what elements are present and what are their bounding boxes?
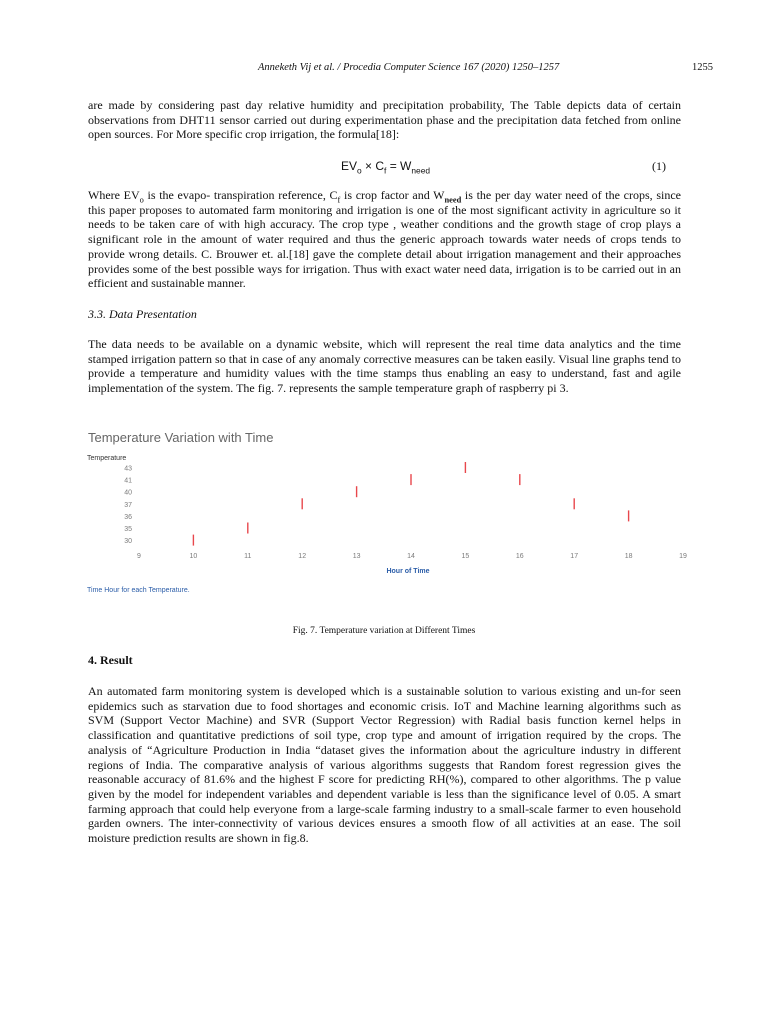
formula bbox=[341, 159, 431, 176]
paragraph-formula-explanation bbox=[88, 188, 681, 291]
y-tick-label: 36 bbox=[124, 513, 132, 521]
chart-x-axis-label: Hour of Time bbox=[386, 568, 430, 575]
chart-footnote: Time Hour for each Temperature. bbox=[87, 587, 190, 594]
p2-text-a: Where EV bbox=[88, 188, 140, 202]
paragraph-intro: are made by considering past day relative humidity and precipitation probability, The Table depicts data of certain observations from DHT11 sensor carried out during experimentation phase and the precipitation data fetched from online open sources. For More specific crop irrigation, the formula[18]: bbox=[88, 98, 681, 142]
y-axis-ticks bbox=[124, 466, 132, 546]
data-marks bbox=[193, 462, 628, 546]
formula-ev-sub: o bbox=[357, 165, 362, 176]
section-heading-4: 4. Result bbox=[88, 653, 133, 667]
page-number: 1255 bbox=[692, 62, 713, 73]
y-tick-label: 37 bbox=[124, 501, 132, 509]
x-tick-label: 12 bbox=[298, 553, 307, 560]
paragraph-data-presentation: The data needs to be available on a dynamic website, which will represent the real time data analytics and the time stamped irrigation pattern so that in case of any anomaly corrective measures can be taken easily. Visual line graphs tend to provide a temperature and humidity values with the time stamps thus enabling an easy to understand, fast and agile implementation of the system. The fig. 7. represents the sample temperature graph of raspberry pi 3. bbox=[88, 337, 681, 396]
formula-times: × C bbox=[361, 159, 385, 173]
x-tick-label: 19 bbox=[679, 553, 687, 560]
formula-eq: = W bbox=[386, 159, 412, 173]
x-tick-label: 9 bbox=[137, 553, 141, 560]
p2-sub-need: need bbox=[444, 195, 462, 205]
p2-text-b: is the evapo- transpiration reference, C bbox=[143, 188, 338, 202]
y-tick-label: 40 bbox=[124, 489, 132, 497]
formula-number: (1) bbox=[652, 159, 666, 173]
p2-text-d: is the per day water need of the crops, since this paper proposes to automated farm monitoring and irrigation is one of the most significant activity in agriculture so it needs to be taken care of with high accuracy. The crop type , weather conditions and the growth stage of crop plays a significant role in the amount of water required and thus the generic approach towards water needs of crops tends to provide wrong details. C. Brouwer et. al.[18] gave the complete detail about irrigation management and their approaches provides some of the best possible ways for irrigation. Thus with exact water need data, irrigation is to be carried out in an efficient and sustainable manner. bbox=[88, 188, 681, 291]
p2-sub-o: o bbox=[139, 195, 144, 205]
x-tick-label: 11 bbox=[244, 553, 252, 560]
chart-y-axis-label: Temperature bbox=[87, 455, 127, 462]
p2-sub-f: f bbox=[337, 195, 341, 205]
formula-c-sub: f bbox=[384, 165, 387, 176]
y-tick-label: 35 bbox=[124, 526, 132, 533]
x-tick-label: 14 bbox=[407, 553, 415, 560]
x-tick-label: 13 bbox=[352, 553, 361, 560]
paragraph-result: An automated farm monitoring system is developed which is a sustainable solution to various existing and un-for seen epidemics such as starvation due to food shortages and economic crisis. IoT and Machine learning algorithms such as SVM (Support Vector Machine) and SVR (Support Vector Regression) with Radial basis function kernel helps in classification and quantitative predictions of soil type, crop type and amount of irrigation required by the crops. The analysis of “Agriculture Production in India “dataset gives the information about the agriculture industry in different regions of India. The comparative analysis of various algorithms suggests that Random forest regression gives the reasonable accuracy of 81.6% and the highest F score for predicting RH(%), compared to other algorithms. The p value given by the model for independent variables and dependent variable is less than the significance level of 0.05. A smart farming approach that could help everyone from a large-scale farming industry to a small-scale farmer to even household garden owners. The inter-connectivity of various devices ensures a smooth flow of all activities at an ease. The soil moisture prediction results are shown in fig.8. bbox=[88, 684, 681, 846]
chart-title: Temperature Variation with Time bbox=[88, 430, 274, 445]
x-tick-label: 16 bbox=[515, 553, 524, 560]
running-header-citation: Anneketh Vij et al. / Procedia Computer Science 167 (2020) 1250–1257 bbox=[258, 62, 560, 73]
x-tick-label: 17 bbox=[570, 553, 579, 560]
y-tick-label: 41 bbox=[124, 477, 132, 485]
formula-w-sub: need bbox=[411, 165, 431, 176]
x-axis-ticks bbox=[137, 553, 687, 560]
x-tick-label: 15 bbox=[461, 553, 470, 560]
formula-ev: EV bbox=[341, 159, 358, 173]
p2-text-c: is crop factor and W bbox=[340, 188, 445, 202]
x-tick-label: 18 bbox=[624, 553, 633, 560]
y-tick-label: 30 bbox=[124, 538, 132, 546]
x-tick-label: 10 bbox=[189, 553, 198, 560]
section-heading-3-3: 3.3. Data Presentation bbox=[88, 307, 197, 321]
figure-caption: Fig. 7. Temperature variation at Different Times bbox=[292, 626, 476, 636]
temperature-chart bbox=[85, 425, 685, 600]
y-tick-label: 43 bbox=[124, 465, 132, 473]
